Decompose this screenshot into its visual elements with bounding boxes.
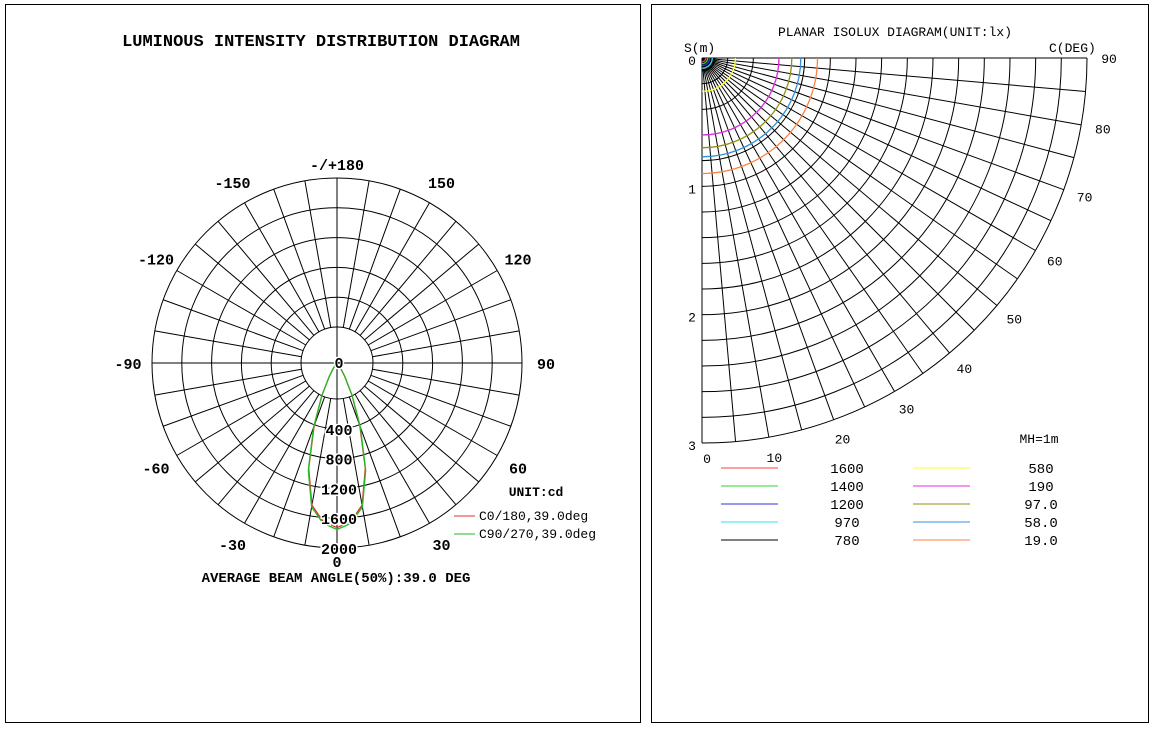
legend-label: C90/270,39.0deg	[479, 527, 597, 542]
angle-label: -150	[214, 176, 251, 194]
intensity-diagram-panel	[5, 4, 641, 723]
c-tick-label: 80	[1095, 122, 1111, 138]
intensity-spoke	[372, 331, 519, 357]
angle-label: -/+180	[309, 158, 365, 175]
c-tick-label: 10	[766, 450, 783, 466]
angle-label: 30	[432, 537, 451, 555]
c-axis-label: C(DEG)	[1049, 41, 1096, 56]
isolux-legend-value: 19.0	[1024, 534, 1058, 550]
intensity-spoke	[371, 375, 511, 426]
intensity-spoke	[365, 386, 479, 482]
legend-label: C0/180,39.0deg	[479, 509, 589, 524]
isolux-legend-value: 1400	[830, 480, 864, 496]
intensity-polar-chart	[6, 5, 642, 724]
intensity-spoke	[349, 189, 400, 329]
intensity-spoke	[365, 244, 479, 340]
intensity-spoke	[195, 244, 309, 340]
isolux-spoke	[702, 58, 1086, 92]
isolux-ticks	[688, 52, 1117, 467]
s-tick-label: 0	[688, 54, 696, 69]
c-tick-label: 70	[1076, 190, 1093, 206]
isolux-spoke	[702, 58, 1035, 251]
isolux-legend-value: 970	[834, 516, 860, 532]
angle-label: 60	[508, 461, 528, 479]
intensity-spoke	[218, 221, 314, 335]
intensity-spoke	[360, 221, 456, 335]
intensity-spoke	[163, 300, 303, 351]
isolux-legend-value: 1600	[830, 462, 864, 478]
intensity-spoke	[274, 189, 325, 329]
angle-label: 120	[504, 252, 532, 270]
angle-label: 150	[427, 176, 456, 194]
intensity-spoke	[155, 369, 302, 395]
s-tick-label: 1	[688, 182, 696, 198]
angle-label: -120	[137, 252, 175, 270]
s-tick-label: 2	[688, 310, 696, 326]
s-axis-label: S(m)	[684, 41, 716, 56]
isolux-legend-value: 780	[834, 534, 860, 550]
intensity-spoke	[305, 181, 331, 328]
radial-tick-label: 400	[325, 422, 353, 440]
angle-label: -30	[218, 537, 247, 555]
radial-tick-label: 2000	[320, 542, 358, 559]
isolux-title: PLANAR ISOLUX DIAGRAM(UNIT:lx)	[777, 25, 1013, 40]
intensity-spoke	[155, 331, 302, 357]
radial-tick-label: 800	[325, 452, 353, 470]
isolux-legend	[721, 462, 1058, 550]
isolux-diagram-panel	[651, 4, 1149, 723]
radial-tick-label: 0	[334, 356, 344, 373]
intensity-spoke	[371, 300, 511, 351]
angle-label: -60	[142, 461, 170, 479]
c-tick-label: 60	[1046, 254, 1063, 270]
isolux-legend-value: 190	[1028, 480, 1054, 496]
intensity-spoke	[163, 375, 303, 426]
isolux-spoke	[702, 58, 1074, 158]
angle-label: 90	[536, 357, 556, 374]
intensity-legend	[454, 509, 596, 542]
intensity-spoke	[343, 181, 369, 328]
isolux-legend-value: 58.0	[1024, 516, 1058, 532]
c-tick-label: 90	[1101, 52, 1117, 67]
angle-label: 0	[332, 555, 342, 572]
c-tick-label: 50	[1006, 312, 1023, 328]
unit-label: UNIT:cd	[508, 485, 564, 500]
c-tick-label: 40	[956, 362, 973, 378]
isolux-spoke	[702, 58, 895, 391]
intensity-spoke	[372, 369, 519, 395]
isolux-legend-value: 580	[1028, 462, 1054, 478]
s-tick-label: 3	[688, 439, 696, 454]
intensity-title: LUMINOUS INTENSITY DISTRIBUTION DIAGRAM	[122, 33, 520, 52]
beam-angle-text: AVERAGE BEAM ANGLE(50%):39.0 DEG	[201, 571, 471, 587]
isolux-polar-chart	[652, 5, 1150, 724]
isolux-grid	[702, 58, 1087, 443]
c-tick-label: 20	[834, 432, 851, 448]
isolux-spoke	[702, 58, 802, 430]
intensity-spoke	[360, 391, 456, 505]
c-tick-label: 0	[703, 452, 711, 467]
intensity-spoke	[218, 391, 314, 505]
radial-tick-label: 1600	[320, 512, 358, 530]
angle-label: -90	[114, 357, 142, 374]
radial-tick-label: 1200	[320, 482, 358, 500]
isolux-legend-value: 97.0	[1024, 498, 1058, 514]
isolux-legend-value: 1200	[830, 498, 864, 514]
c-tick-label: 30	[898, 402, 915, 418]
mounting-height-label: MH=1m	[1019, 432, 1059, 447]
intensity-spoke	[195, 386, 309, 482]
isolux-spoke	[702, 58, 736, 442]
